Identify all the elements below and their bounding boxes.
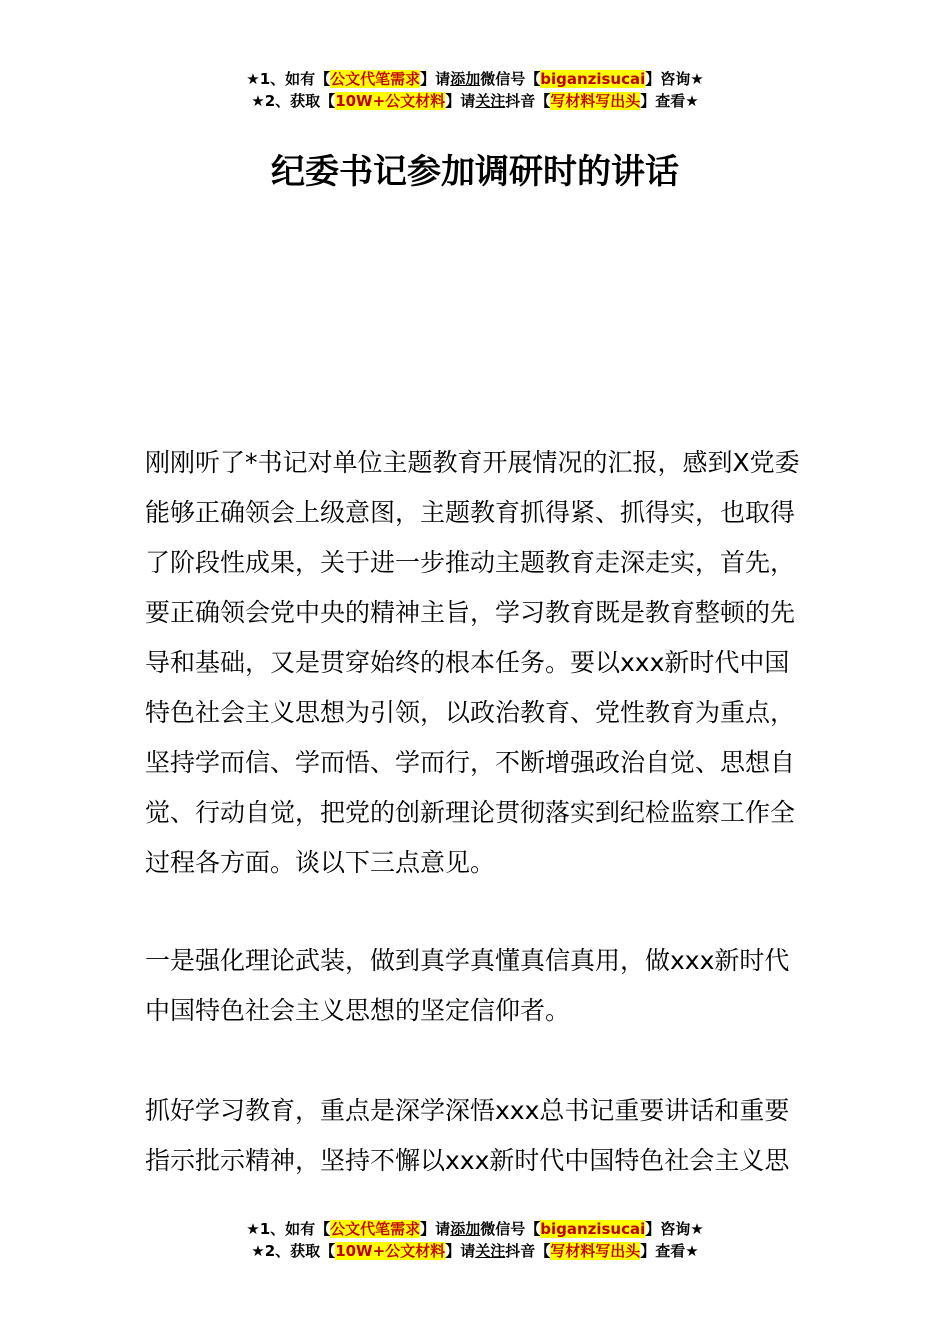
banner-text: 】请 [420,70,451,88]
banner-text: 】请 [445,1242,476,1260]
paragraph-text: 抓好学习教育，重点是深学深悟xxx总书记重要讲话和重要指示批示精神，坚持不懈以xxx新时代中国特色社会主义思 [145,1096,790,1175]
paragraph-3 [145,1086,810,1186]
banner-text: ★1、如有【 [246,70,331,88]
banner-line-2 [0,90,950,112]
paragraph-text: 刚刚听了*书记对单位主题教育开展情况的汇报，感到X党委能够正确领会上级意图，主题教育抓得紧、抓得实，也取得了阶段性成果，关于进一步推动主题教育走深走实，首先，要正确领会党中央的精神主旨，学习教育既是教育整顿的先导和基础，又是贯穿始终的根本任务。要以xxx新时代中国特色社会主义思想为引领，以政治教育、党性教育为重点，坚持学而信、学而悟、学而行，不断增强政治自觉、思想自觉、行动自觉，把党的创新理论贯彻落实到纪检监察工作全过程各方面。谈以下三点意见。 [145,448,800,877]
footer-banner [0,1218,950,1262]
banner-text: 】请 [445,92,476,110]
banner-text: 】咨询★ [645,70,704,88]
banner-text: 抖音【 [505,1242,551,1260]
document-title: 纪委书记参加调研时的讲话 [271,152,679,192]
paragraph-text: 一是强化理论武装，做到真学真懂真信真用，做xxx新时代中国特色社会主义思想的坚定信仰者。 [145,946,790,1025]
banner-wechat-id: biganzisucai [540,70,646,88]
banner-text: ★2、获取【 [251,92,336,110]
banner-text: ★1、如有【 [246,1220,331,1238]
banner-underline: 关注 [475,1242,506,1260]
banner-underline: 关注 [475,92,506,110]
banner-wechat-id: biganzisucai [540,1220,646,1238]
paragraph-1 [145,438,810,888]
banner-text: 抖音【 [505,92,551,110]
header-banner [0,68,950,112]
banner-text: 】请 [420,1220,451,1238]
banner-highlight: 公文代笔需求 [330,70,421,88]
banner-underline: 添加 [450,1220,481,1238]
banner-highlight: 10W+公文材料 [335,92,446,110]
banner-line-1 [0,1218,950,1240]
banner-text: 】查看★ [640,92,699,110]
banner-line-1 [0,68,950,90]
banner-highlight: 公文代笔需求 [330,1220,421,1238]
banner-text: 】查看★ [640,1242,699,1260]
banner-text: ★2、获取【 [251,1242,336,1260]
banner-highlight: 写材料写出头 [550,1242,641,1260]
banner-underline: 添加 [450,70,481,88]
banner-text: 】咨询★ [645,1220,704,1238]
banner-highlight: 10W+公文材料 [335,1242,446,1260]
banner-highlight: 写材料写出头 [550,92,641,110]
banner-text: 微信号【 [480,1220,541,1238]
paragraph-2 [145,936,810,1036]
banner-text: 微信号【 [480,70,541,88]
banner-line-2 [0,1240,950,1262]
